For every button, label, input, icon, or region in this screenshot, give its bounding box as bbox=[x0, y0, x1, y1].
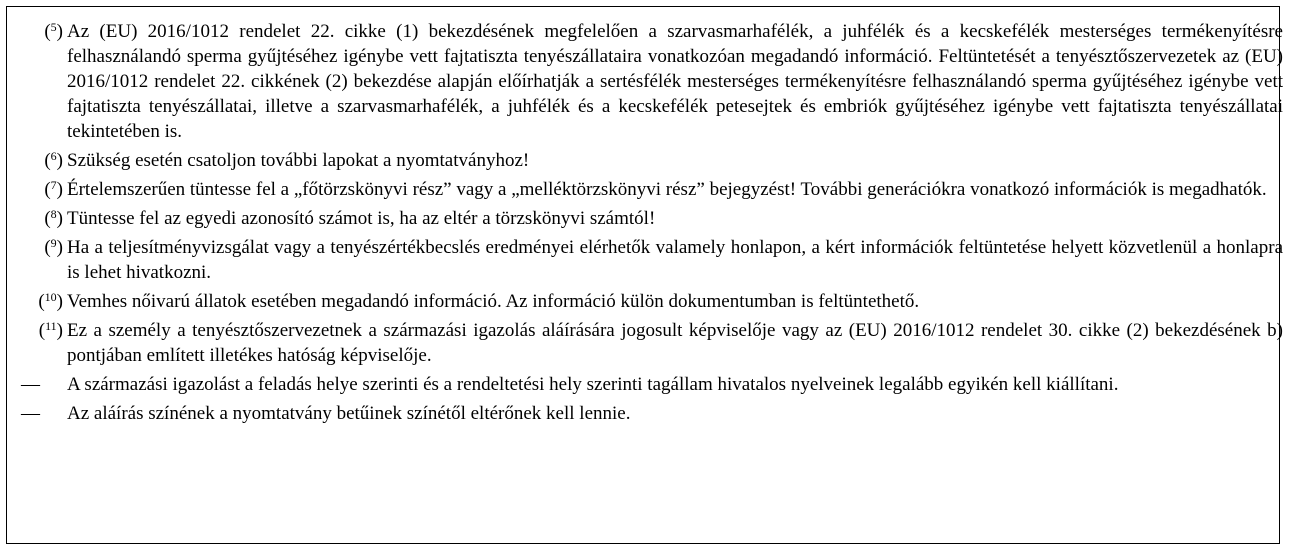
footnote-number: 11 bbox=[45, 319, 57, 333]
footnote-text: Értelemszerűen tüntesse fel a „főtörzskönyvi rész” vagy a „melléktörzskönyvi rész” bejegyzést! További generációkra vonatkozó információk is megadhatók. bbox=[67, 179, 1267, 200]
footnote-marker: ($^7$) bbox=[44, 178, 63, 200]
footnote-7 bbox=[21, 177, 1283, 202]
footnote-text: Szükség esetén csatoljon további lapokat a nyomtatványhoz! bbox=[67, 150, 530, 171]
footnote-marker: ($^{10}$) bbox=[38, 290, 63, 312]
footnote-number: 7 bbox=[50, 178, 57, 192]
dash-note-text: Az aláírás színének a nyomtatvány betűinek színétől eltérőnek kell lennie. bbox=[67, 403, 631, 424]
footnote-number: 8 bbox=[50, 207, 57, 221]
footnote-11 bbox=[21, 318, 1283, 368]
footnote-6 bbox=[21, 148, 1283, 173]
footnote-marker: ($^{11}$) bbox=[38, 319, 63, 341]
footnote-marker: ($^6$) bbox=[44, 149, 63, 171]
footnote-number: 5 bbox=[50, 20, 57, 34]
footnote-marker: ($^9$) bbox=[44, 236, 63, 258]
footnote-text: Tüntesse fel az egyedi azonosító számot is, ha az eltér a törzskönyvi számtól! bbox=[67, 208, 656, 229]
footnote-text: Ez a személy a tenyésztőszervezetnek a származási igazolás aláírására jogosult képviselője vagy az (EU) 2016/1012 rendelet 30. cikke (2) bekezdésének b) pontjában említett illetékes hatóság képviselője. bbox=[67, 320, 1283, 366]
footnote-number: 10 bbox=[44, 290, 57, 304]
footnotes-list bbox=[21, 19, 1283, 430]
footnote-8 bbox=[21, 206, 1283, 231]
dash-marker: — bbox=[21, 403, 40, 424]
footnote-10 bbox=[21, 289, 1283, 314]
footnote-text: Ha a teljesítményvizsgálat vagy a tenyészértékbecslés eredményei elérhetők valamely honlapon, a kért információk feltüntetése helyett közvetlenül a honlapra is lehet hivatkozni. bbox=[67, 237, 1283, 283]
footnote-text: Az (EU) 2016/1012 rendelet 22. cikke (1) bekezdésének megfelelően a szarvasmarhafélék, a juhfélék és a kecskefélék mesterséges termékenyítésre felhasználandó sperma gyűjtéséhez igénybe vett fajtatiszta tenyészállataira vonatkozóan megadandó információ. Feltüntetését a tenyésztőszervezetek az (EU) 2016/1012 rendelet 22. cikkének (2) bekezdése alapján előírhatják a sertésfélék mesterséges termékenyítésre felhasználandó sperma gyűjtéséhez igénybe vett fajtatiszta tenyészállatai, illetve a szarvasmarhafélék, a juhfélék és a kecskefélék petesejtek és embriók gyűjtéséhez igénybe vett fajtatiszta tenyészállatai tekintetében is. bbox=[67, 21, 1283, 142]
footnote-number: 6 bbox=[50, 149, 57, 163]
dash-note-2 bbox=[21, 401, 1283, 426]
footnotes-box bbox=[6, 6, 1283, 544]
footnote-number: 9 bbox=[50, 236, 57, 250]
dash-note-text: A származási igazolást a feladás helye szerinti és a rendeltetési hely szerinti tagállam hivatalos nyelveinek legalább egyikén kell kiállítani. bbox=[67, 374, 1119, 395]
dash-note-1 bbox=[21, 372, 1283, 397]
footnote-marker: ($^5$) bbox=[44, 20, 63, 42]
footnote-text: Vemhes nőivarú állatok esetében megadandó információ. Az információ külön dokumentumban is feltüntethető. bbox=[67, 291, 920, 312]
footnote-marker: ($^8$) bbox=[44, 207, 63, 229]
footnote-5 bbox=[21, 19, 1283, 144]
dash-marker: — bbox=[21, 374, 40, 395]
footnote-9 bbox=[21, 235, 1283, 285]
